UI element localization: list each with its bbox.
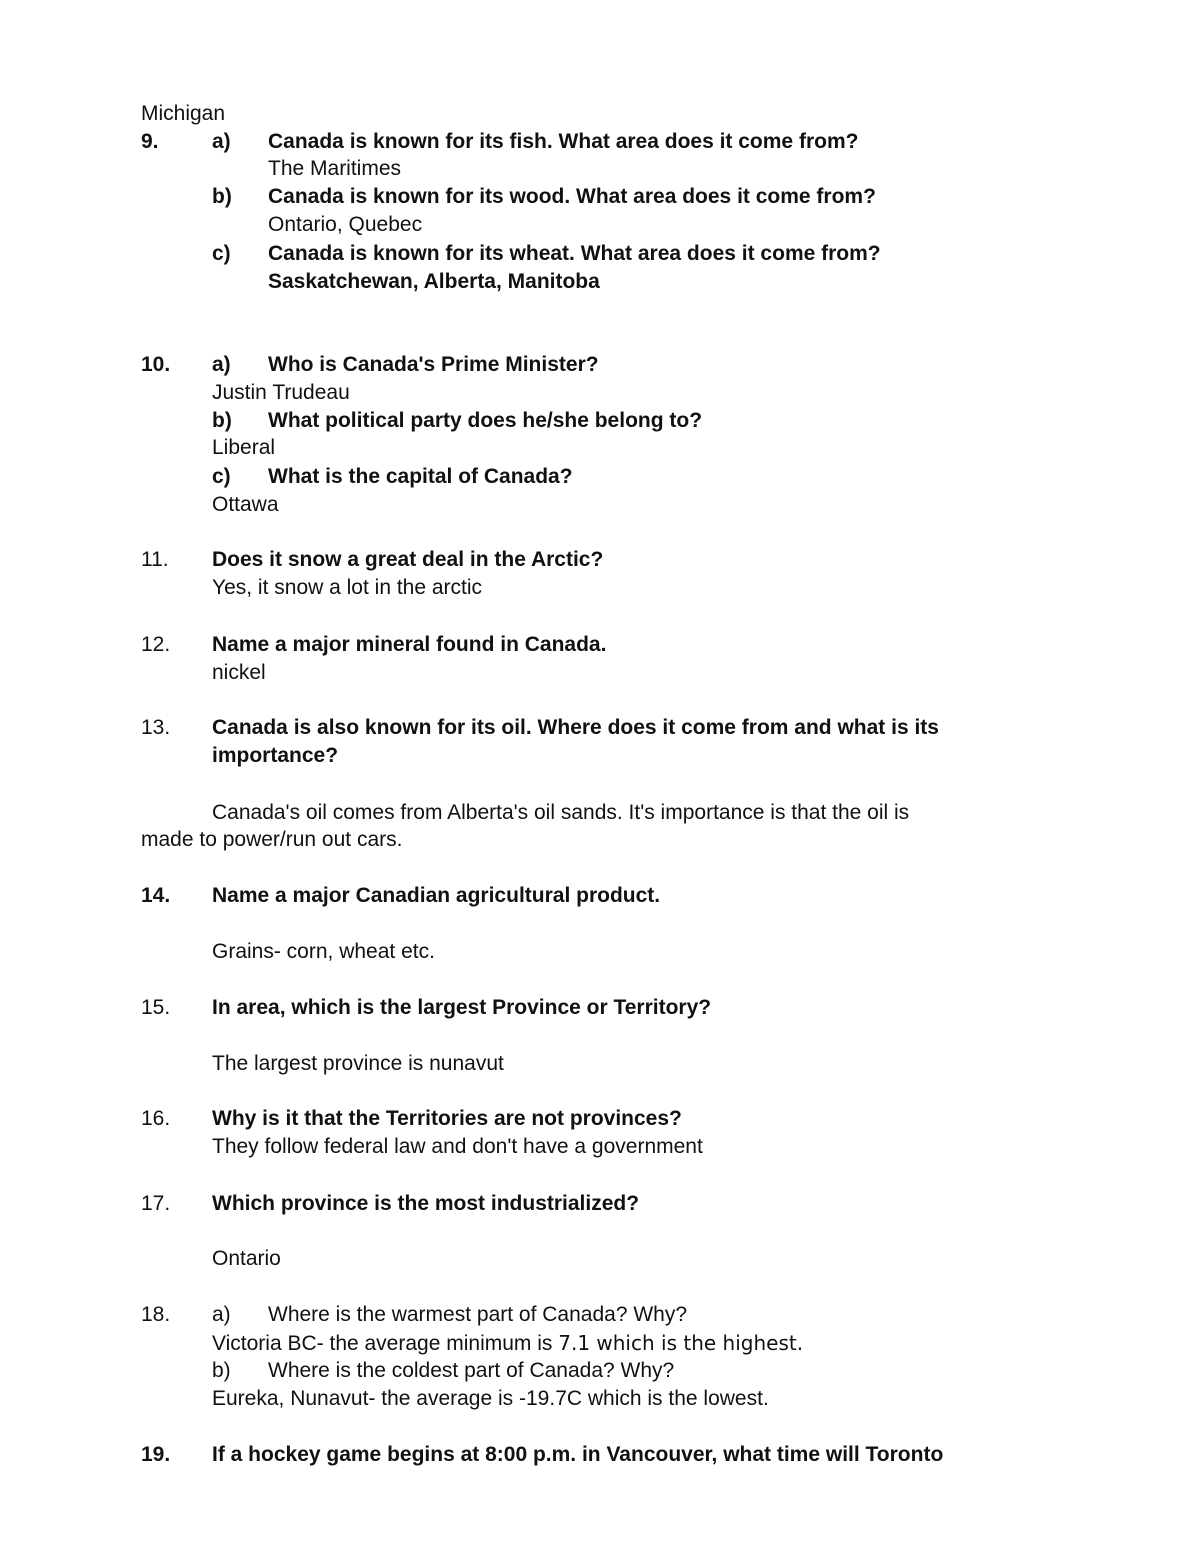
q9a-question: Canada is known for its fish. What area does it come from? [268,130,859,153]
q10b-answer: Liberal [212,436,276,459]
q12-question: Name a major mineral found in Canada. [212,633,607,656]
q10c-answer: Ottawa [212,493,279,516]
q19-question: If a hockey game begins at 8:00 p.m. in Vancouver, what time will Toronto [212,1443,944,1466]
q12-answer: nickel [212,661,266,684]
q14-number: 14. [141,884,171,907]
q17-number: 17. [141,1192,171,1215]
q16-answer: They follow federal law and don't have a government [212,1135,703,1158]
q18b-answer: Eureka, Nunavut- the average is -19.7C which is the lowest. [212,1387,769,1410]
q18b-label: b) [212,1359,231,1382]
q13-number: 13. [141,716,171,739]
q10-number: 10. [141,353,171,376]
q9b-question: Canada is known for its wood. What area does it come from? [268,185,876,208]
q9c-label: c) [212,242,231,265]
q10b-label: b) [212,409,232,432]
q18a-answer-part2: 7.1 which is the highest. [558,1331,804,1355]
q16-question: Why is it that the Territories are not provinces? [212,1107,682,1130]
q9a-answer: The Maritimes [268,157,402,180]
q18a-answer [212,1329,803,1358]
q9b-answer: Ontario, Quebec [268,213,423,236]
q10a-answer: Justin Trudeau [212,381,350,404]
q12-number: 12. [141,633,171,656]
q18-number: 18. [141,1303,171,1326]
q10a-question: Who is Canada's Prime Minister? [268,353,599,376]
q9c-question: Canada is known for its wheat. What area does it come from? [268,242,881,265]
q17-question: Which province is the most industrialized? [212,1192,640,1215]
q13-answer-line1: Canada's oil comes from Alberta's oil sands. It's importance is that the oil is [212,801,910,824]
q18b-question: Where is the coldest part of Canada? Why? [268,1359,675,1382]
q10a-label: a) [212,353,231,376]
q13-question-line2: importance? [212,744,339,767]
q13-question-line1: Canada is also known for its oil. Where does it come from and what is its [212,716,939,739]
q16-number: 16. [141,1107,171,1130]
q10b-question: What political party does he/she belong to? [268,409,703,432]
q9-number: 9. [141,130,159,153]
q19-number: 19. [141,1443,171,1466]
q15-number: 15. [141,996,171,1019]
q11-question: Does it snow a great deal in the Arctic? [212,548,604,571]
q9a-label: a) [212,130,231,153]
q14-question: Name a major Canadian agricultural product. [212,884,661,907]
q10c-label: c) [212,465,231,488]
q14-answer: Grains- corn, wheat etc. [212,940,435,963]
q17-answer: Ontario [212,1247,281,1270]
q13-answer-line2: made to power/run out cars. [141,828,403,851]
q15-answer: The largest province is nunavut [212,1052,504,1075]
header-state: Michigan [141,102,226,125]
q18a-label: a) [212,1303,231,1326]
q11-answer: Yes, it snow a lot in the arctic [212,576,483,599]
q10c-question: What is the capital of Canada? [268,465,573,488]
q18a-question: Where is the warmest part of Canada? Why? [268,1303,688,1326]
q9b-label: b) [212,185,232,208]
q15-question: In area, which is the largest Province or Territory? [212,996,712,1019]
q11-number: 11. [141,548,169,571]
q18a-answer-part1: Victoria BC- the average minimum is [212,1332,559,1355]
q9c-answer: Saskatchewan, Alberta, Manitoba [268,270,600,293]
